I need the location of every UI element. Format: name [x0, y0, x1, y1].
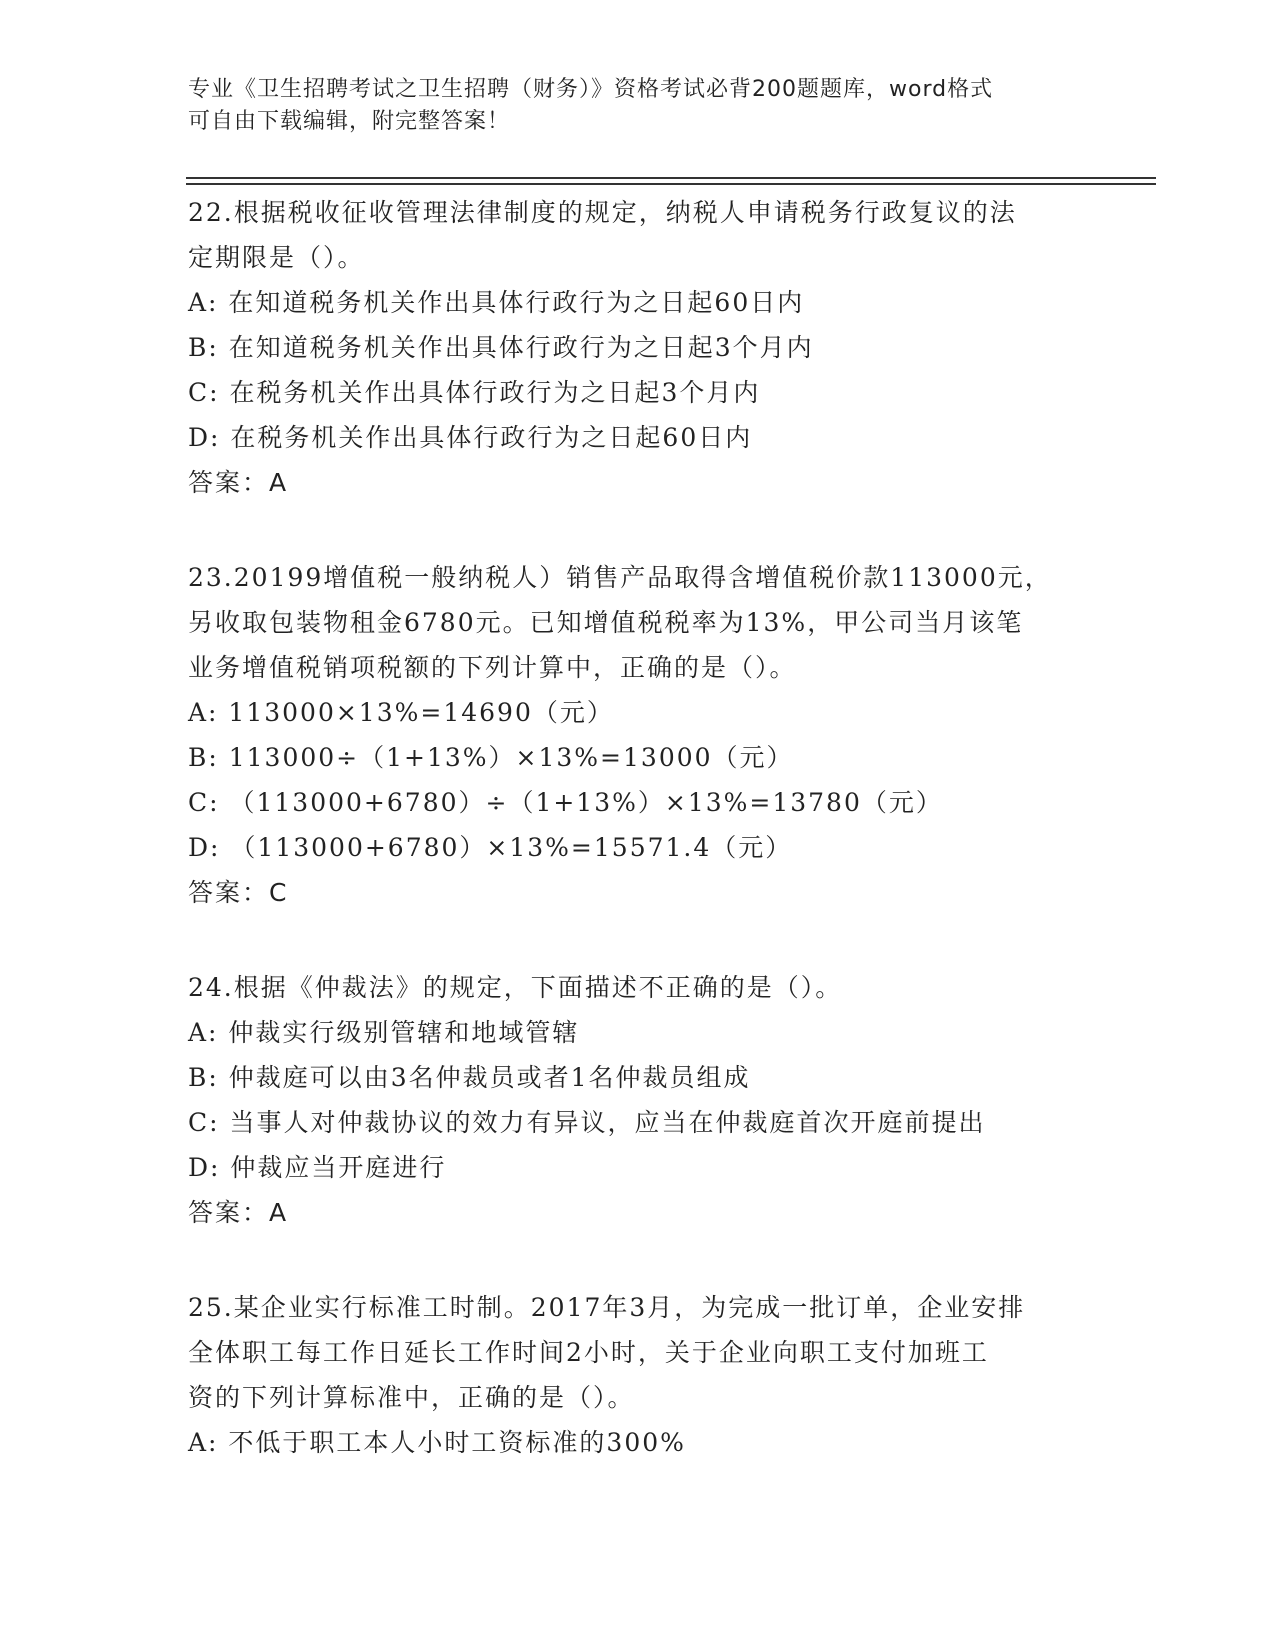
question-text-line: 资的下列计算标准中，正确的是（）。	[188, 1383, 635, 1412]
question-text-line: 全体职工每工作日延长工作时间2小时，关于企业向职工支付加班工	[188, 1338, 989, 1367]
question-text-line: 另收取包装物租金6780元。已知增值税税率为13%，甲公司当月该笔	[188, 608, 1024, 637]
answer-line: 答案：A	[188, 468, 289, 497]
question-25	[188, 1285, 1088, 1465]
question-text-line: 业务增值税销项税额的下列计算中，正确的是（）。	[188, 653, 797, 682]
question-24	[188, 965, 1088, 1235]
option-c: C: 在税务机关作出具体行政行为之日起3个月内	[188, 378, 761, 407]
header-line-1: 专业《卫生招聘考试之卫生招聘（财务）》资格考试必背200题题库，word格式	[188, 77, 994, 102]
option-a: A: 不低于职工本人小时工资标准的300%	[188, 1428, 686, 1457]
option-b: B: 113000÷（1+13%）×13%=13000（元）	[188, 743, 794, 772]
question-text-line: 24.根据《仲裁法》的规定，下面描述不正确的是（）。	[188, 973, 843, 1002]
option-a: A: 在知道税务机关作出具体行政行为之日起60日内	[188, 288, 805, 317]
question-23	[188, 555, 1088, 915]
option-b: B: 仲裁庭可以由3名仲裁员或者1名仲裁员组成	[188, 1063, 751, 1092]
answer-line: 答案：A	[188, 1198, 289, 1227]
header-divider-top	[186, 177, 1156, 179]
option-d: D: 在税务机关作出具体行政行为之日起60日内	[188, 423, 753, 452]
header-line-2: 可自由下载编辑，附完整答案！	[188, 109, 511, 134]
option-c: C: 当事人对仲裁协议的效力有异议，应当在仲裁庭首次开庭前提出	[188, 1108, 986, 1137]
question-text-line: 22.根据税收征收管理法律制度的规定，纳税人申请税务行政复议的法	[188, 198, 1017, 227]
header-divider-bottom	[186, 183, 1156, 185]
question-22	[188, 190, 1088, 505]
option-a: A: 113000×13%=14690（元）	[188, 698, 614, 727]
option-d: D: 仲裁应当开庭进行	[188, 1153, 447, 1182]
option-b: B: 在知道税务机关作出具体行政行为之日起3个月内	[188, 333, 814, 362]
option-a: A: 仲裁实行级别管辖和地域管辖	[188, 1018, 580, 1047]
option-c: C: （113000+6780）÷（1+13%）×13%=13780（元）	[188, 788, 943, 817]
question-list	[188, 190, 1088, 1515]
option-d: D: （113000+6780）×13%=15571.4（元）	[188, 833, 793, 862]
question-text-line: 23.20199增值税一般纳税人）销售产品取得含增值税价款113000元，	[188, 563, 1052, 592]
document-header	[188, 74, 1068, 138]
answer-line: 答案：C	[188, 878, 289, 907]
question-text-line: 25.某企业实行标准工时制。2017年3月，为完成一批订单，企业安排	[188, 1293, 1026, 1322]
question-text-line: 定期限是（）。	[188, 243, 365, 272]
